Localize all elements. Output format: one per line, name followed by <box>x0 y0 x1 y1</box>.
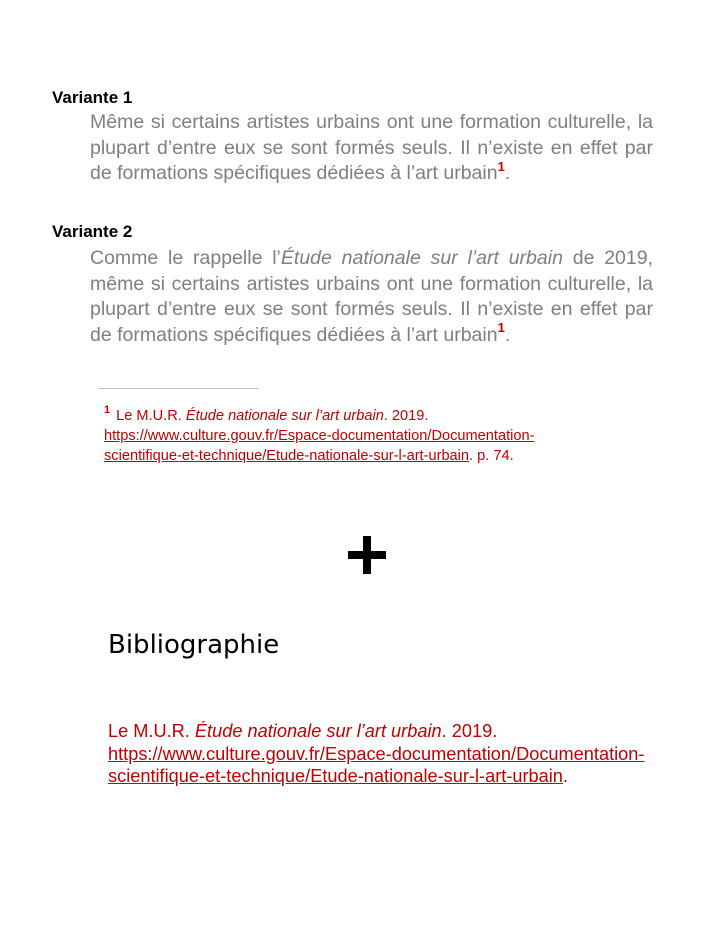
variant-1-paragraph <box>90 110 653 187</box>
footnote-reference[interactable]: 1 <box>497 320 505 335</box>
bibliography-entry <box>108 720 648 788</box>
footnote <box>104 406 594 466</box>
variant-1-text: Même si certains artistes urbains ont une formation culturelle, la plupart d’entre eux se sont formés seuls. Il n’existe en effet par de formations spécifiques dédiées à l’art urbain <box>90 111 653 184</box>
footnote-year: . 2019. <box>383 408 429 424</box>
variant-2-text-before: Comme le rappelle l’ <box>90 247 281 269</box>
bibliography-title: Bibliographie <box>108 630 280 660</box>
footnote-page: . p. 74. <box>469 448 514 464</box>
footnote-separator <box>98 388 258 389</box>
variant-2-heading: Variante 2 <box>52 222 133 241</box>
footnote-author: Le M.U.R. <box>116 408 186 424</box>
bibliography-entry-title: Étude nationale sur l’art urbain <box>194 721 442 741</box>
bibliography-author: Le M.U.R. <box>108 721 195 741</box>
variant-1-end: . <box>504 162 511 184</box>
bibliography-link[interactable]: https://www.culture.gouv.fr/Espace-documentation/Documentation-scientifique-et-technique/Etude-nationale-sur-l-art-urbain <box>108 743 645 786</box>
footnote-reference[interactable]: 1 <box>497 158 505 174</box>
plus-icon <box>348 536 386 574</box>
variant-2-paragraph <box>90 246 653 348</box>
variant-2-text-after: de 2019, même si certains artistes urbains ont une formation culturelle, la plupart d’entre eux se sont formés seuls. Il n’existe en effet par de formations spécifiques dédiées à l’art urbain <box>90 247 654 346</box>
variant-2-title-italic: Étude nationale sur l’art urbain <box>280 247 563 269</box>
footnote-link[interactable]: https://www.culture.gouv.fr/Espace-documentation/Documentation-scientifique-et-technique/Etude-nationale-sur-l-art-urbain <box>104 428 535 464</box>
variant-2-end: . <box>504 323 511 346</box>
bibliography-end: . <box>562 766 568 786</box>
footnote-number: 1 <box>104 404 111 417</box>
footnote-title: Étude nationale sur l’art urbain <box>185 408 384 424</box>
bibliography-year: . 2019. <box>441 721 498 741</box>
plus-icon-vertical-bar <box>363 536 371 574</box>
variant-1-heading: Variante 1 <box>52 88 133 107</box>
